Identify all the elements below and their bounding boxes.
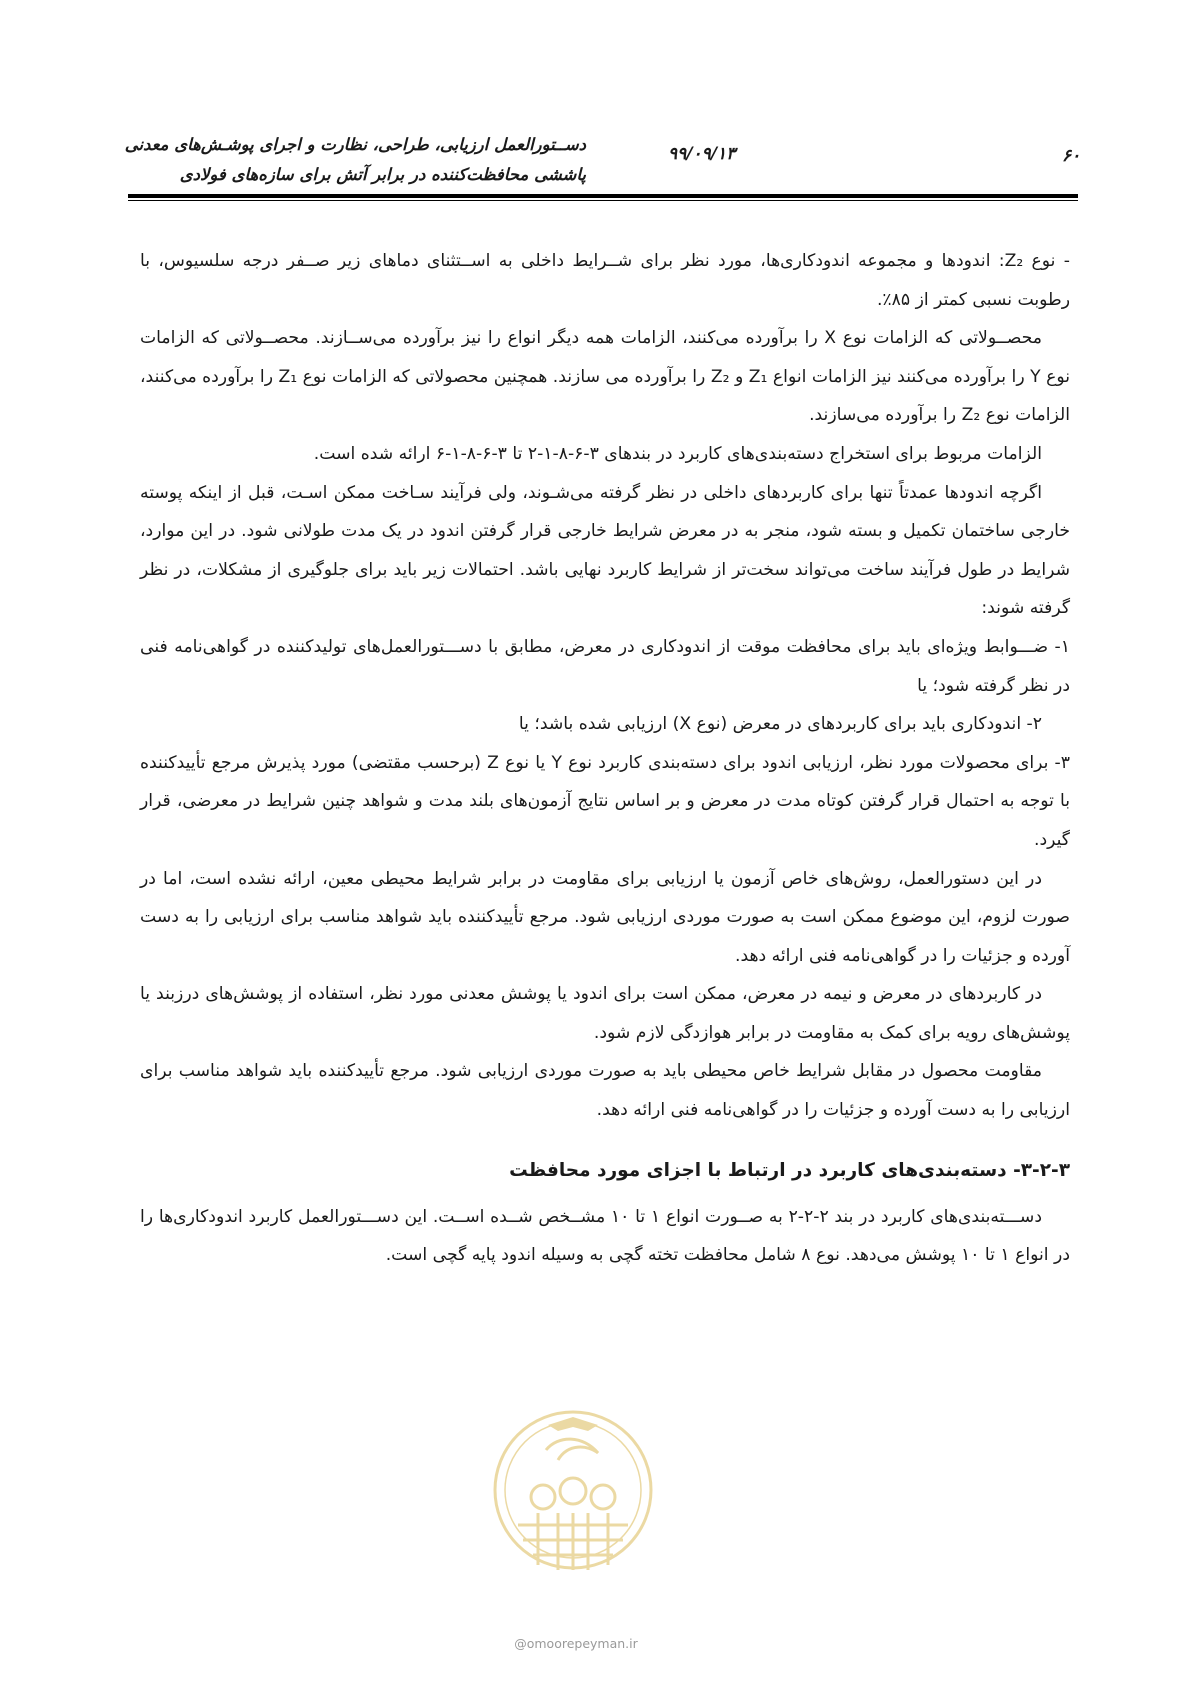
list-item-1: ۱- ضـــوابط ویژه‌ای باید برای محافظت موقت از اندودکاری در معرض، مطابق با دســـتورالعمل‌های تولیدکننده در گواهی‌نامه فنی در نظر گرفته شود؛ یا — [140, 636, 1070, 696]
paragraph-type-hierarchy: محصــولاتی که الزامات نوع X را برآورده می‌کنند، الزامات همه دیگر انواع را نیز برآورده می‌ســازند. محصــولاتی که الزامات نوع Y را برآورده می‌کنند نیز الزامات انواع Z₁ و Z₂ را برآورده می سازند. همچنین محصولاتی که الزامات نوع Z₁ را برآورده می‌کنند، الزامات نوع Z₂ را برآورده می‌سازند. — [140, 328, 1070, 426]
header-rule-thin — [128, 200, 1078, 201]
body-text — [140, 242, 1070, 1275]
watermark-url: @omoorepeyman.ir — [514, 1636, 638, 1651]
header-title-line-1: دســتورالعمل ارزیابی، طراحی، نظارت و اجرای پوشـش‌های معدنی — [124, 135, 586, 154]
omoorepeyman-seal-logo-icon — [488, 1405, 658, 1585]
header-title-line-2: پاششی محافظت‌کننده در برابر آتش برای سازه‌های فولادی — [179, 165, 586, 184]
paragraph-environmental-resistance: مقاومت محصول در مقابل شرایط خاص محیطی باید به صورت موردی ارزیابی شود. مرجع تأییدکننده باید شواهد مناسب برای ارزیابی را به دست آورده و جزئیات را در گواهی‌نامه فنی ارائه دهد. — [140, 1061, 1070, 1121]
paragraph-type-z2: - نوع Z₂: اندودها و مجموعه اندودکاری‌ها، مورد نظر برای شــرایط داخلی به اســتثنای دماهای زیر صــفر درجه سلسیوس، با رطوبت نسبی کمتر از ۸۵٪. — [140, 251, 1070, 310]
paragraph-requirements-ref: الزامات مربوط برای استخراج دسته‌بندی‌های کاربرد در بندهای ۳-۶-۸-۱-۲ تا ۳-۶-۸-۱-۶ ارائه شده است. — [313, 443, 1042, 464]
list-item-2: ۲- اندودکاری باید برای کاربردهای در معرض (نوع X) ارزیابی شده باشد؛ یا — [518, 714, 1042, 735]
page-number: ۶۰ — [1062, 146, 1081, 166]
running-header-title — [116, 130, 586, 190]
paragraph-categories: دســـته‌بندی‌های کاربرد در بند ۲-۲-۲ به صــورت انواع ۱ تا ۱۰ مشــخص شــده اســت. این دســـتورالعمل کاربرد اندودکاری‌ها را در انواع ۱ تا ۱۰ پوشش می‌دهد. نوع ۸ شامل محافظت تخته گچی به وسیله اندود پایه گچی است. — [140, 1206, 1070, 1266]
header-date: ۹۹/۰۹/۱۳ — [668, 144, 736, 164]
section-heading: ۳-۲-۳- دسته‌بندی‌های کاربرد در ارتباط با اجزای مورد محافظت — [509, 1159, 1070, 1181]
list-item-3: ۳- برای محصولات مورد نظر، ارزیابی اندود برای دسته‌بندی کاربرد نوع Y یا نوع Z (برحسب مقتضی) مورد پذیرش مرجع تأییدکننده با توجه به احتمال قرار گرفتن کوتاه مدت در معرض و بر اساس نتایج آزمون‌های بلند مدت و شواهد چنین شرایط در معرضی، قرار گیرد. — [140, 752, 1070, 850]
paragraph-construction-exposure: اگرچه اندودها عمدتاً تنها برای کاربردهای داخلی در نظر گرفته می‌شـوند، ولی فرآیند سـاخت ممکن اسـت، قبل از اینکه پوسته خارجی ساختمان تکمیل و بسته شود، منجر به در معرض شرایط خارجی قرار گرفتن اندود در یک مدت طولانی شود. در این موارد، شرایط در طول فرآیند ساخت می‌تواند سخت‌تر از شرایط کاربرد نهایی باشد. احتمالات زیر باید برای جلوگیری از مشکلات، در نظر گرفته شوند: — [140, 482, 1070, 619]
paragraph-sealant-coatings: در کاربردهای در معرض و نیمه در معرض، ممکن است برای اندود یا پوشش معدنی مورد نظر، استفاده از پوشش‌های درزبند یا پوشش‌های رویه برای کمک به مقاومت در برابر هوازدگی لازم شود. — [140, 984, 1070, 1043]
paragraph-test-methods: در این دستورالعمل، روش‌های خاص آزمون یا ارزیابی برای مقاومت در برابر شرایط محیطی معین، ارائه نشده است، اما در صورت لزوم، این موضوع ممکن است به صورت موردی ارزیابی شود. مرجع تأییدکننده باید شواهد مناسب برای ارزیابی را به دست آورده و جزئیات را در گواهی‌نامه فنی ارائه دهد. — [140, 868, 1070, 966]
header-rule-thick — [128, 194, 1078, 198]
